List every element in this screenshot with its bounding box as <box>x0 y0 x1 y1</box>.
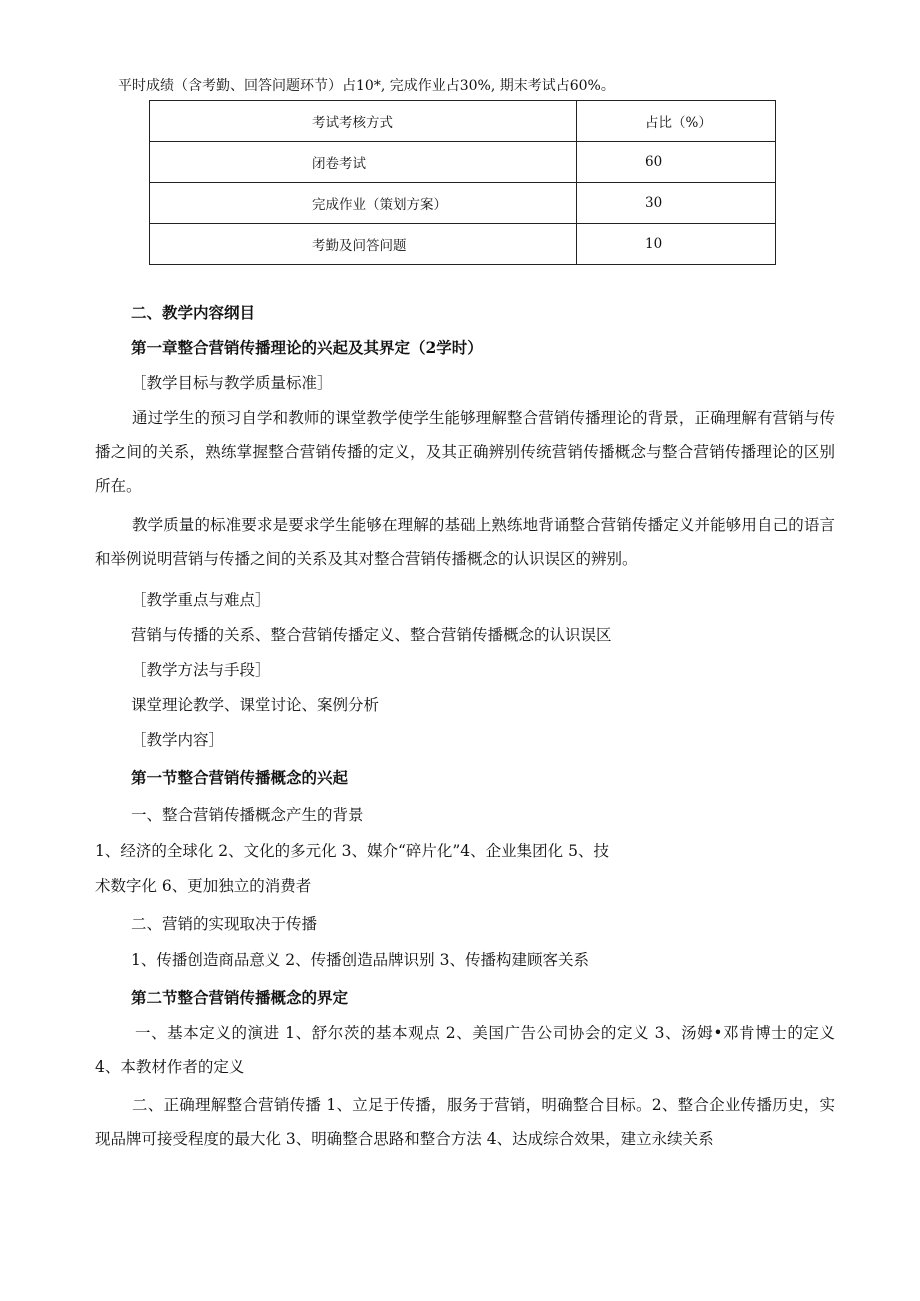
goal-paragraph-1: 通过学生的预习自学和教师的课堂教学使学生能够理解整合营销传播理论的背景，正确理解有营销与传播之间的关系，熟练掌握整合营销传播的定义，及其正确辨别传统营销传播概念与整合营销传播理论的区别所在。 <box>95 409 835 495</box>
grading-table <box>149 100 776 265</box>
table-header-row <box>150 101 776 142</box>
chapter-title: 第一章整合营销传播理论的兴起及其界定（2学时） <box>131 338 483 357</box>
table-header-ratio: 占比（%） <box>577 101 776 142</box>
grading-intro: 平时成绩（含考勤、回答问题环节）占10*, 完成作业占30%, 期末考试占60%。 <box>118 78 615 94</box>
section1-item-2-detail: 1、传播创造商品意义 2、传播创造品牌识别 3、传播构建顾客关系 <box>131 951 589 969</box>
table-header-method: 考试考核方式 <box>150 101 577 142</box>
table-cell: 30 <box>577 183 776 224</box>
method-text: 课堂理论教学、课堂讨论、案例分析 <box>131 696 380 714</box>
table-cell: 闭卷考试 <box>150 142 577 183</box>
table-cell: 60 <box>577 142 776 183</box>
table-cell: 10 <box>577 224 776 265</box>
section1-item-1: 一、整合营销传播概念产生的背景 <box>131 806 364 824</box>
section1-item-1-line-1: 1、经济的全球化 2、文化的多元化 3、媒介“碎片化”4、企业集团化 5、技 <box>95 842 609 860</box>
table-cell: 完成作业（策划方案） <box>150 183 577 224</box>
section2-item-2: 二、正确理解整合营销传播 1、立足于传播，服务于营销，明确整合目标。2、整合企业传播历史，实现品牌可接受程度的最大化 3、明确整合思路和整合方法 4、达成综合效果，建立永续关系 <box>95 1096 835 1148</box>
section-title: 二、教学内容纲目 <box>131 303 256 322</box>
table-row <box>150 142 776 183</box>
keypoint-heading: ［教学重点与难点］ <box>131 591 271 609</box>
method-heading: ［教学方法与手段］ <box>131 661 271 679</box>
table-row <box>150 183 776 224</box>
content-heading: ［教学内容］ <box>131 731 225 749</box>
keypoint-text: 营销与传播的关系、整合营销传播定义、整合营销传播概念的认识误区 <box>131 626 612 644</box>
goal-paragraph-2: 教学质量的标准要求是要求学生能够在理解的基础上熟练地背诵整合营销传播定义并能够用自己的语言和举例说明营销与传播之间的关系及其对整合营销传播概念的认识误区的辨别。 <box>95 516 835 568</box>
section1-item-2: 二、营销的实现取决于传播 <box>131 915 318 933</box>
section2-item-1: 一、基本定义的演进 1、舒尔茨的基本观点 2、美国广告公司协会的定义 3、汤姆•邓肯博士的定义 4、本教材作者的定义 <box>95 1024 835 1076</box>
section1-title: 第一节整合营销传播概念的兴起 <box>131 768 349 787</box>
section1-item-1-line-2: 术数字化 6、更加独立的消费者 <box>95 877 312 895</box>
table-row <box>150 224 776 265</box>
goal-heading: ［教学目标与教学质量标准］ <box>131 374 333 392</box>
section2-title: 第二节整合营销传播概念的界定 <box>131 988 349 1007</box>
table-cell: 考勤及问答问题 <box>150 224 577 265</box>
